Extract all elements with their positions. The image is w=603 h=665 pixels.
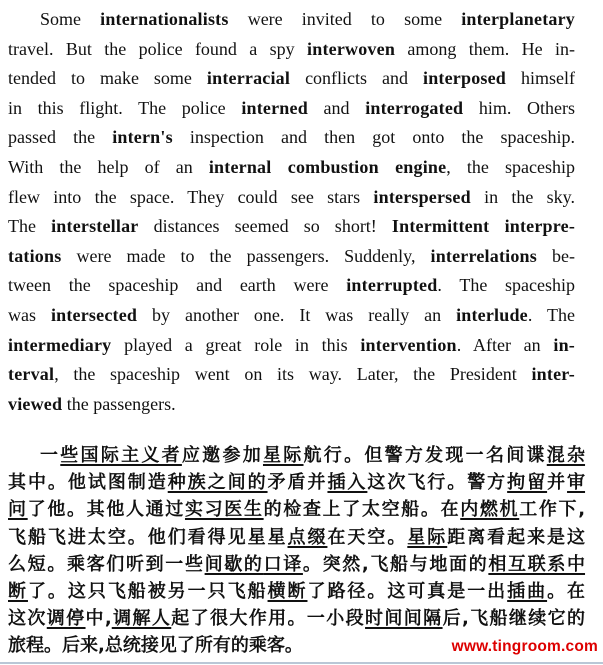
- text-run: 矛盾并: [267, 472, 328, 494]
- bold-keyword: in-: [553, 334, 575, 355]
- bold-keyword: intermediary: [8, 334, 112, 355]
- text-run: among them. He in-: [395, 38, 575, 59]
- text-line: [8, 442, 585, 469]
- text-run: 的检查上了太空船。在: [263, 499, 461, 521]
- bold-keyword: Intermittent interpre-: [391, 216, 576, 237]
- underlined-keyword: 种族之间的: [167, 472, 268, 494]
- underlined-keyword: 调停: [46, 608, 86, 630]
- text-line: [8, 551, 585, 578]
- bold-keyword: internal combustion engine: [208, 156, 447, 177]
- underlined-keyword: 断: [8, 580, 28, 602]
- underlined-keyword: 横断: [267, 580, 308, 602]
- text-run: The: [8, 216, 52, 237]
- text-run: . The: [527, 304, 575, 325]
- text-line: [8, 35, 575, 65]
- text-line: [8, 496, 585, 523]
- underlined-keyword: 星际: [407, 526, 448, 548]
- bold-keyword: viewed: [8, 393, 63, 414]
- underlined-keyword: 内燃机: [460, 499, 520, 521]
- bold-keyword: internationalists: [100, 9, 229, 29]
- text-run: 其中。他试图制造: [8, 472, 168, 494]
- text-line: [8, 469, 585, 496]
- text-run: passed the: [8, 127, 113, 148]
- bold-keyword: interspersed: [373, 186, 471, 207]
- underlined-keyword: 时间间隔: [365, 608, 443, 630]
- text-line: [8, 5, 575, 35]
- text-line: [8, 301, 575, 331]
- text-run: were made to the passengers. Suddenly,: [61, 245, 431, 266]
- bold-keyword: intern's: [112, 127, 173, 148]
- text-line: [8, 390, 575, 420]
- text-run: 距离看起来是这: [447, 526, 586, 548]
- text-run: inspection and then got onto the spaceship.: [172, 127, 576, 148]
- text-run: 旅程。后来,总统接见了所有的乘客。: [8, 635, 303, 657]
- text-line: [8, 123, 575, 153]
- underlined-keyword: 口译: [263, 553, 303, 575]
- bold-keyword: interlude: [456, 304, 528, 325]
- text-run: travel. But the police found a spy: [8, 38, 308, 59]
- bold-keyword: interrelations: [430, 245, 537, 266]
- text-run: in this flight. The police: [8, 97, 242, 118]
- text-run: 这次: [8, 608, 47, 630]
- text-run: 后,飞船继续它的: [442, 608, 586, 630]
- text-run: . The spaceship: [437, 275, 576, 296]
- text-line: [8, 578, 585, 605]
- text-run: 了路径。这可真是一出: [307, 580, 508, 602]
- text-run: , the spaceship went on its way. Later, the President: [54, 364, 532, 385]
- english-passage: [8, 5, 575, 419]
- text-run: 了他。其他人通过: [27, 499, 185, 521]
- text-run: flew into the space. They could see stars: [8, 186, 374, 207]
- text-run: 工作下,: [519, 499, 586, 521]
- text-run: 并: [547, 472, 568, 494]
- text-run: be-: [536, 245, 575, 266]
- text-line: [8, 271, 575, 301]
- bold-keyword: interposed: [423, 68, 507, 89]
- bold-keyword: intervention: [360, 334, 457, 355]
- text-run: , the spaceship: [446, 156, 576, 177]
- bold-keyword: inter-: [531, 364, 575, 385]
- underlined-keyword: 插曲: [507, 580, 548, 602]
- text-run: 了。这只飞船被另一只飞船: [27, 580, 268, 602]
- bold-keyword: interrogated: [365, 97, 464, 118]
- underlined-keyword: 点缀: [287, 526, 328, 548]
- text-run: 在天空。: [327, 526, 408, 548]
- underlined-keyword: 审: [567, 472, 586, 494]
- text-line: [8, 360, 575, 390]
- underlined-keyword: 问: [8, 499, 28, 521]
- bold-keyword: interstellar: [51, 216, 139, 237]
- text-run: conflicts and: [290, 68, 424, 89]
- page-bottom-edge-line: [0, 662, 603, 664]
- text-line: [8, 331, 575, 361]
- text-line: [8, 605, 585, 632]
- text-run: him. Others: [463, 97, 575, 118]
- underlined-keyword: 调解人: [111, 608, 172, 630]
- underlined-keyword: 混杂: [546, 445, 586, 466]
- tingroom-watermark: www.tingroom.com: [451, 638, 598, 655]
- text-line: [8, 94, 575, 124]
- bold-keyword: terval: [8, 364, 55, 385]
- underlined-keyword: 实习医生: [184, 499, 264, 521]
- underlined-keyword: 星际: [262, 445, 304, 466]
- bold-keyword: intersected: [50, 304, 138, 325]
- bold-keyword: interrupted: [346, 275, 438, 296]
- text-line: [8, 212, 575, 242]
- text-run: . After an: [456, 334, 554, 355]
- text-run: 航行。但警方发现一名间谍: [303, 445, 547, 466]
- bold-keyword: interwoven: [307, 38, 396, 59]
- text-run: 飞船飞进太空。他们看得见星星: [8, 526, 288, 548]
- text-run: Some: [40, 9, 101, 29]
- text-run: With the help of an: [8, 156, 209, 177]
- text-run: by another one. It was really an: [137, 304, 457, 325]
- text-run: 应邀参加: [181, 445, 263, 466]
- text-run: himself: [506, 68, 575, 89]
- text-run: 一: [40, 445, 61, 466]
- text-run: in the sky.: [470, 186, 575, 207]
- text-run: was: [8, 304, 51, 325]
- text-run: distances seemed so short!: [138, 216, 392, 237]
- text-run: tween the spaceship and earth were: [8, 275, 347, 296]
- text-run: 么短。乘客们听到一些: [8, 553, 205, 575]
- text-run: 中,: [85, 608, 112, 630]
- bold-keyword: interracial: [206, 68, 291, 89]
- text-run: 。突然,飞船与地面的: [302, 553, 489, 575]
- text-run: played a great role in this: [111, 334, 361, 355]
- text-line: [8, 153, 575, 183]
- bold-keyword: interned: [241, 97, 308, 118]
- text-line: [8, 183, 575, 213]
- text-run: the passengers.: [62, 393, 176, 414]
- underlined-keyword: 拘留: [507, 472, 548, 494]
- text-line: [8, 242, 575, 272]
- text-run: 这次飞行。警方: [367, 472, 508, 494]
- text-run: were invited to some: [228, 9, 462, 29]
- underlined-keyword: 插入: [327, 472, 368, 494]
- bold-keyword: tations: [8, 245, 62, 266]
- text-line: [8, 64, 575, 94]
- text-line: [8, 524, 585, 551]
- bold-keyword: interplanetary: [461, 9, 575, 29]
- chinese-translation: [8, 442, 585, 660]
- text-run: tended to make some: [8, 68, 207, 89]
- text-run: 。在: [547, 580, 586, 602]
- text-run: and: [307, 97, 366, 118]
- underlined-keyword: 间歇的: [204, 553, 264, 575]
- underlined-keyword: 相互联系中: [488, 553, 586, 575]
- underlined-keyword: 些国际主义者: [60, 445, 182, 466]
- text-run: 起了很大作用。一小段: [171, 608, 366, 630]
